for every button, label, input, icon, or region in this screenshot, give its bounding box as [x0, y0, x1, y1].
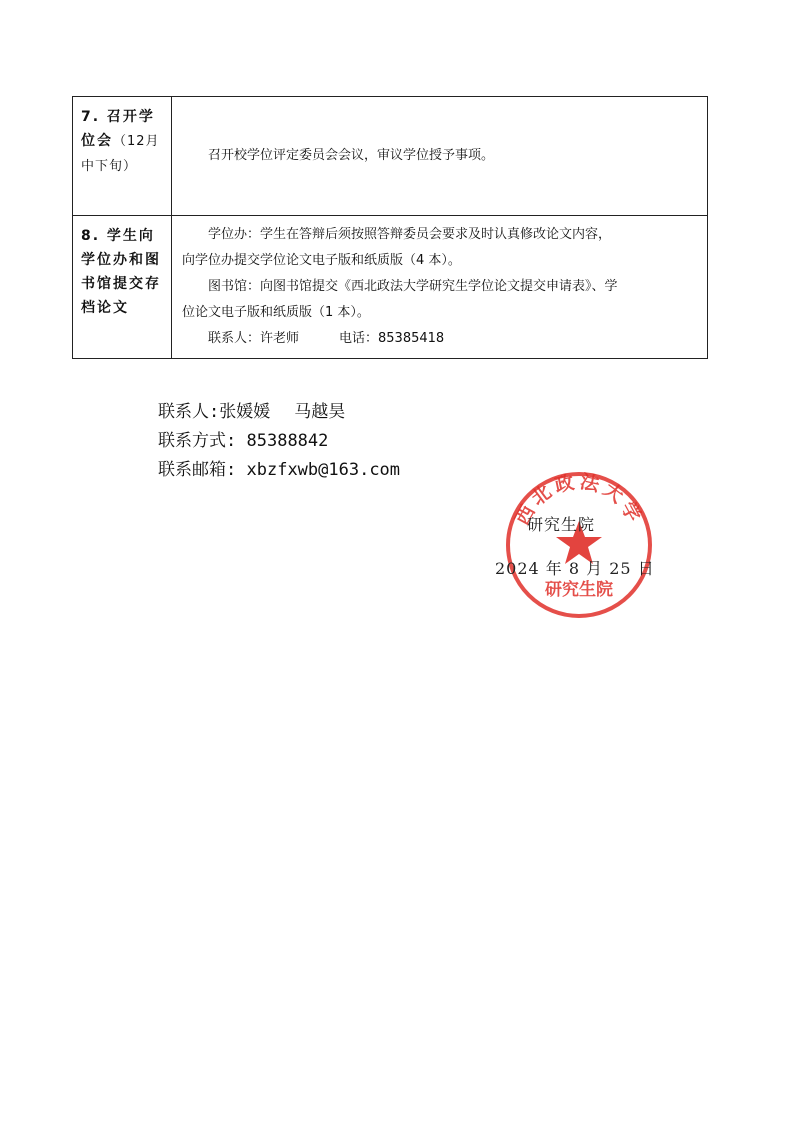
contact-person-2: 马越昊	[294, 402, 346, 422]
contact-email-label: 联系邮箱:	[158, 460, 237, 480]
contact-phone-label: 联系方式:	[158, 431, 237, 451]
contact-phone: 85388842	[246, 431, 329, 451]
step-paragraph: 位论文电子版和纸质版（1 本）。	[182, 305, 370, 320]
contact-person-1: 张媛媛	[219, 402, 271, 422]
step-title-cell	[73, 97, 172, 216]
contact-people-line	[158, 398, 400, 427]
contact-email: xbzfxwb@163.com	[246, 460, 401, 480]
table-row	[73, 216, 708, 359]
step-paragraph: 召开校学位评定委员会会议，审议学位授予事项。	[208, 148, 495, 163]
signature-org: 研究生院	[527, 515, 596, 534]
step-contact-line	[182, 326, 697, 352]
table-row	[73, 97, 708, 216]
step-title-cell	[73, 216, 172, 359]
step-time-note: （12月中下旬）	[81, 134, 160, 174]
procedure-table	[72, 96, 708, 359]
step-body-cell	[172, 97, 708, 216]
step-contact-phone: 电话：85385418	[339, 331, 445, 346]
step-paragraph: 学位办：学生在答辩后须按照答辩委员会要求及时认真修改论文内容，	[208, 227, 612, 242]
contact-email-line	[158, 456, 400, 485]
seal-outer-text: 西北政法大学	[512, 471, 646, 529]
contact-phone-line	[158, 427, 400, 456]
seal-inner-text: 研究生院	[545, 580, 613, 599]
step-title: 8. 学生向学位办和图书馆提交存档论文	[81, 228, 161, 316]
official-seal	[503, 469, 655, 621]
step-paragraph: 图书馆：向图书馆提交《西北政法大学研究生学位论文提交申请表》、学	[208, 279, 618, 294]
contact-block	[158, 398, 400, 485]
signature-date: 2024 年 8 月 25 日	[495, 559, 655, 578]
step-title: 7. 召开学位会	[81, 109, 155, 149]
step-paragraph: 向学位办提交学位论文电子版和纸质版（4 本）。	[182, 253, 461, 268]
step-body-cell	[172, 216, 708, 359]
contact-people-label: 联系人:	[158, 402, 220, 422]
step-contact-person: 联系人：许老师	[208, 331, 300, 346]
